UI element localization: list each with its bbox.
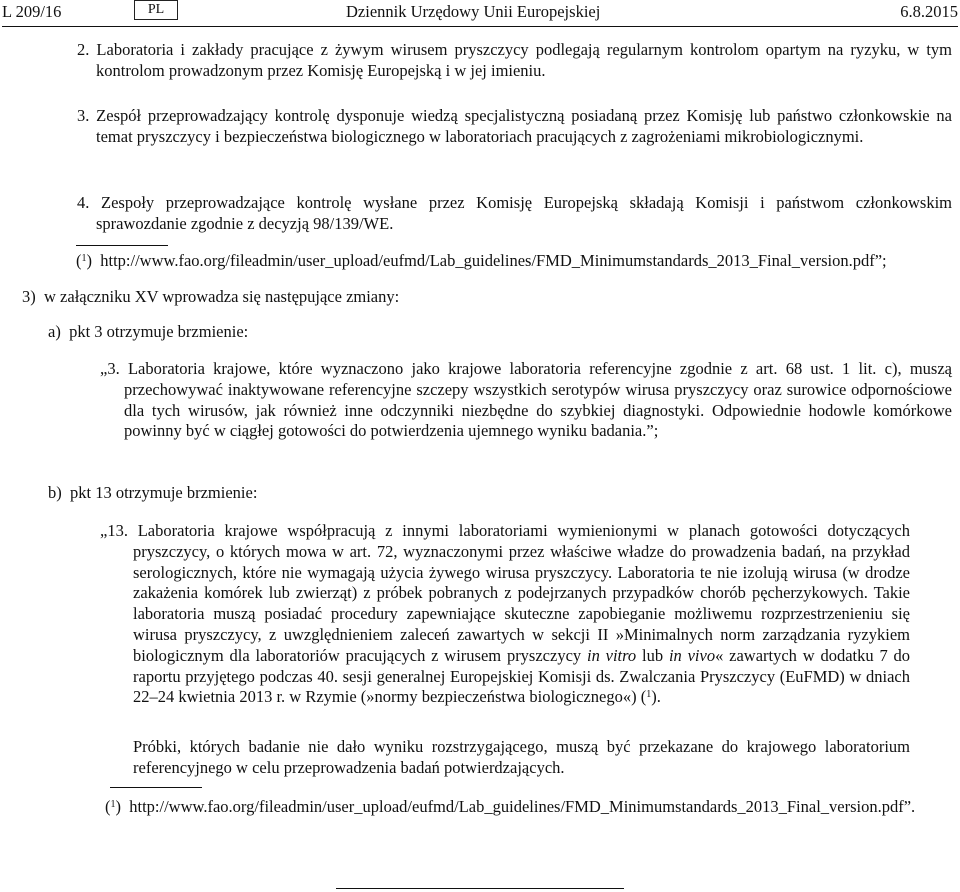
quoted-point-3-text: „3. Laboratoria krajowe, które wyznaczono jako krajowe laboratoria referencyjne zgodnie z art. 68 ust. 1 lit. c), muszą przechowywać inaktywowane referencyjne szczepy wszystkich serotypów wirusa pryszczycy oraz surowice odpornościowe dla tych wirusów, jak również inne odczynniki niezbędne do szybkiej diagnostyki. Odpowiednie hodowle komórkowe powinny być w ciągłej gotowości do potwierdzenia ujemnego wyniku badania.”;: [100, 359, 952, 441]
footnote-2-rule: [110, 787, 202, 788]
page-end-rule: [336, 888, 624, 889]
footnote-1: ($^1$) http://www.fao.org/fileadmin/user_upload/eufmd/Lab_guidelines/FMD_Minimumstandards_2013_Final_version.pdf”;: [76, 251, 887, 270]
quoted-point-13-text-3: ).: [651, 687, 661, 707]
paragraph-4-text: Zespoły przeprowadzające kontrolę wysłane przez Komisję Europejską składają Komisji i państwom członkowskim sprawozdanie zgodnie z decyzją 98/139/WE.: [96, 193, 953, 233]
quoted-point-13-footnote-marker: 1: [646, 689, 652, 701]
in-vivo-term: in vivo: [668, 645, 716, 665]
amendment-point-a: [48, 322, 248, 343]
amendment-point-b-text: pkt 13 otrzymuje brzmienie:: [70, 483, 258, 502]
amendment-point-b: [48, 483, 257, 504]
footnote-1-link[interactable]: http://www.fao.org/fileadmin/user_upload/eufmd/Lab_guidelines/FMD_Minimumstandards_2013_Final_version.pdf”;: [100, 251, 887, 270]
paragraph-3-number: 3.: [77, 106, 90, 125]
in-vitro-term: in vitro: [586, 645, 637, 665]
header-rule: [2, 26, 958, 27]
footnote-1-marker: 1: [81, 253, 87, 264]
footnote-2: ($^1$) http://www.fao.org/fileadmin/user_upload/eufmd/Lab_guidelines/FMD_Minimumstandards_2013_Final_version.pdf”.: [105, 797, 916, 816]
footnote-2-link[interactable]: http://www.fao.org/fileadmin/user_upload/eufmd/Lab_guidelines/FMD_Minimumstandards_2013_Final_version.pdf”.: [129, 797, 916, 816]
amendment-item-3-number: 3): [22, 287, 36, 306]
quoted-point-13-text-1: „13. Laboratoria krajowe współpracują z innymi laboratoriami wymienionymi w planach gotowości dotyczących pryszczycy, o których mowa w art. 72, wyznaczonymi przez właściwe władze do prowadzenia badań, na przykład serologicznych, które nie wymagają użycia żywego wirusa pryszczycy. Laboratoria te nie izolują wirusa (w drodze zakażenia komórek lub zwierząt) z próbek pobranych z podejrzanych przypadków chorób pęcherzykowych. Takie laboratoria muszą posiadać procedury zapewniające skuteczne zapobieganie możliwemu rozprzestrzenieniu się wirusa pryszczycy, z uwzględnieniem zaleceń zawartych w sekcji II »Minimalnych norm zarządzania ryzykiem biologicznym dla laboratoriów pracujących z wirusem pryszczycy: [100, 521, 910, 665]
quoted-point-13-paragraph-2: [133, 737, 910, 779]
paragraph-2: [77, 40, 952, 82]
amendment-point-a-letter: a): [48, 322, 61, 341]
amendment-point-b-letter: b): [48, 483, 62, 502]
paragraph-3-text: Zespół przeprowadzający kontrolę dysponuje wiedzą specjalistyczną posiadaną przez Komisję lub państwo członkowskie na temat pryszczycy i bezpieczeństwa biologicznego w laboratoriach pracujących z zagrożeniami mikrobiologicznymi.: [96, 106, 952, 146]
paragraph-2-text: Laboratoria i zakłady pracujące z żywym wirusem pryszczycy podlegają regularnym kontrolom opartym na ryzyku, w tym kontrolom prowadzonym przez Komisję Europejską i w jej imieniu.: [96, 40, 952, 80]
quoted-point-13-text-2: « zawartych w dodatku 7 do raportu przyjętego podczas 40. sesji generalnej Europejskiej Komisji ds. Zwalczania Pryszczycy (EuFMD) w dniach 22–24 kwietnia 2013 r. w Rzymie (»normy bezpieczeństwa biologicznego«) (: [133, 645, 911, 707]
quoted-point-3: [100, 359, 952, 442]
paragraph-3: [77, 106, 952, 148]
amendment-point-a-text: pkt 3 otrzymuje brzmienie:: [69, 322, 249, 341]
quoted-point-13-paragraph-2-text: Próbki, których badanie nie dało wyniku rozstrzygającego, muszą być przekazane do krajowego laboratorium referencyjnego w celu przeprowadzenia badań potwierdzających.: [133, 737, 910, 777]
amendment-item-3: [22, 287, 399, 308]
page-reference: L 209/16: [2, 2, 62, 21]
amendment-item-3-text: w załączniku XV wprowadza się następujące zmiany:: [44, 287, 400, 306]
in-vitro-lub: lub: [642, 645, 664, 665]
footnote-2-marker: 1: [110, 799, 116, 810]
footnote-rule: [76, 245, 168, 246]
publication-date: 6.8.2015: [900, 2, 958, 21]
paragraph-4: [77, 193, 953, 235]
journal-title: Dziennik Urzędowy Unii Europejskiej: [346, 2, 601, 21]
language-badge: PL: [134, 0, 178, 20]
paragraph-4-number: 4.: [77, 193, 90, 212]
quoted-point-13: [100, 521, 911, 708]
paragraph-2-number: 2.: [77, 40, 90, 59]
